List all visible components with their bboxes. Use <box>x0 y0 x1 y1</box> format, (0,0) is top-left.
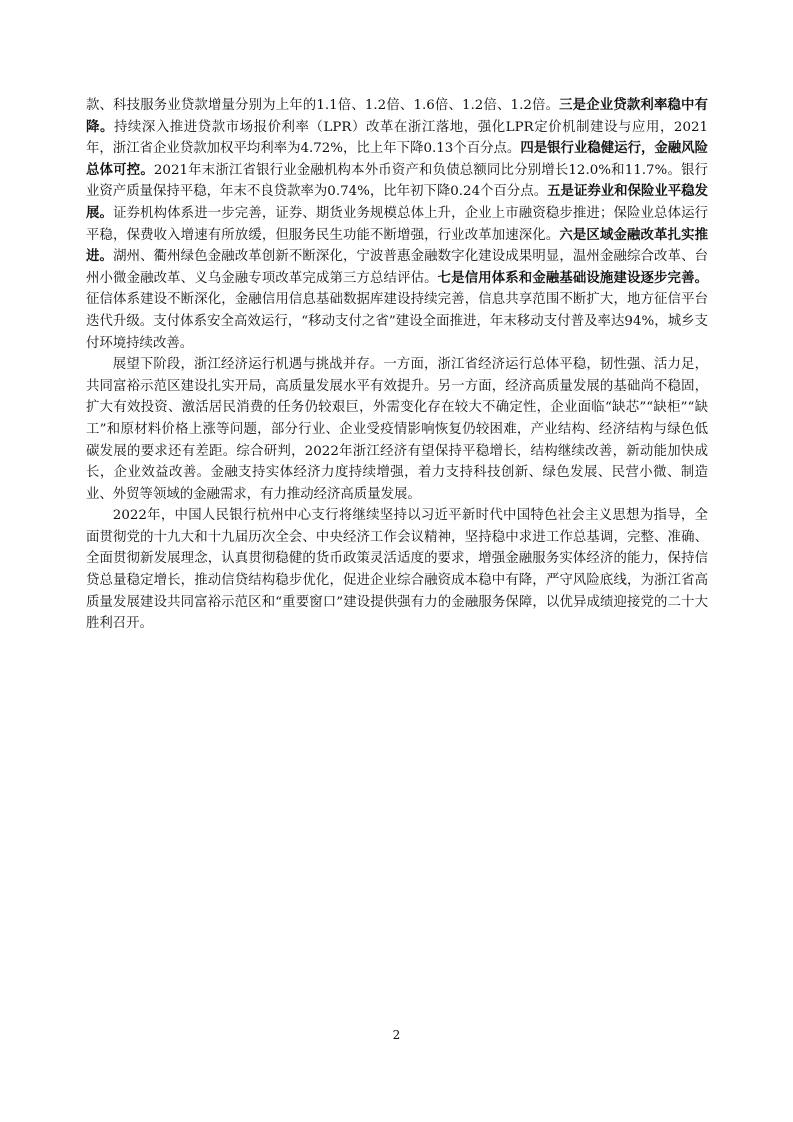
page-number: 2 <box>392 1028 401 1042</box>
bold-heading-run: 七是信用体系和金融基础设施建设逐步完善。 <box>437 269 708 286</box>
text-run: 展望下阶段，浙江经济运行机遇与挑战并存。一方面，浙江省经济运行总体平稳，韧性强、活力足，共同富裕示范区建设扎实开局，高质量发展水平有效提升。另一方面，经济高质量发展的基础尚不稳固，扩大有效投资、激活居民消费的任务仍较艰巨，外需变化存在较大不确定性，企业面临“缺芯”“缺柜”“缺工”和原材料价格上涨等问题，部分行业、企业受疫情影响恢复仍较困难，产业结构、经济结构与绿色低碳发展的要求还有差距。综合研判，2022年浙江经济有望保持平稳增长，结构继续改善，新动能加快成长，企业效益改善。金融支持实体经济力度持续增强，着力支持科技创新、绿色发展、民营小微、制造业、外贸等领域的金融需求，有力推动经济高质量发展。 <box>86 357 708 502</box>
paragraph-1 <box>86 95 708 354</box>
document-body <box>86 95 708 635</box>
bold-heading-run: 四是银行业稳健运行，金融风险总体可控。 <box>86 140 709 178</box>
bold-heading-run: 五是证券业和保险业平稳发展。 <box>86 183 709 221</box>
text-run: 证券机构体系进一步完善，证券、期货业务规模总体上升，企业上市融资稳步推进；保险业总体运行平稳，保费收入增速有所放缓，但服务民生功能不断增强，行业改革加速深化。 <box>86 205 709 243</box>
bold-heading-run: 三是企业贷款利率稳中有降。 <box>86 97 708 135</box>
paragraph-3 <box>86 505 708 635</box>
text-run: 征信体系建设不断深化，金融信用信息基础数据库建设持续完善，信息共享范围不断扩大，地方征信平台迭代升级。支付体系安全高效运行，“移动支付之省”建设全面推进，年末移动支付普及率达94%，城乡支付环境持续改善。 <box>86 292 708 351</box>
text-run: 款、科技服务业贷款增量分别为上年的1.1倍、1.2倍、1.6倍、1.2倍、1.2倍。 <box>86 98 560 113</box>
text-run: 持续深入推进贷款市场报价利率（LPR）改革在浙江落地，强化LPR定价机制建设与应用，2021年，浙江省企业贷款加权平均利率为4.72%，比上年下降0.13个百分点。 <box>86 119 708 157</box>
bold-heading-run: 六是区域金融改革扎实推进。 <box>86 226 709 265</box>
paragraph-2 <box>86 354 708 505</box>
text-run: 湖州、衢州绿色金融改革创新不断深化，宁波普惠金融数字化建设成果明显，温州金融综合改革、台州小微金融改革、义乌金融专项改革完成第三方总结评估。 <box>86 249 709 286</box>
text-run: 2021年末浙江省银行业金融机构本外币资产和负债总额同比分别增长12.0%和11.7%。银行业资产质量保持平稳，年末不良贷款率为0.74%，比年初下降0.24个百分点。 <box>86 162 709 200</box>
text-run: 2022年，中国人民银行杭州中心支行将继续坚持以习近平新时代中国特色社会主义思想为指导，全面贯彻党的十九大和十九届历次全会、中央经济工作会议精神，坚持稳中求进工作总基调，完整、准确、全面贯彻新发展理念，认真贯彻稳健的货币政策灵活适度的要求，增强金融服务实体经济的能力，保持信贷总量稳定增长，推动信贷结构稳步优化，促进企业综合融资成本稳中有降，严守风险底线，为浙江省高质量发展建设共同富裕示范区和“重要窗口”建设提供强有力的金融服务保障，以优异成绩迎接党的二十大胜利召开。 <box>86 508 708 632</box>
